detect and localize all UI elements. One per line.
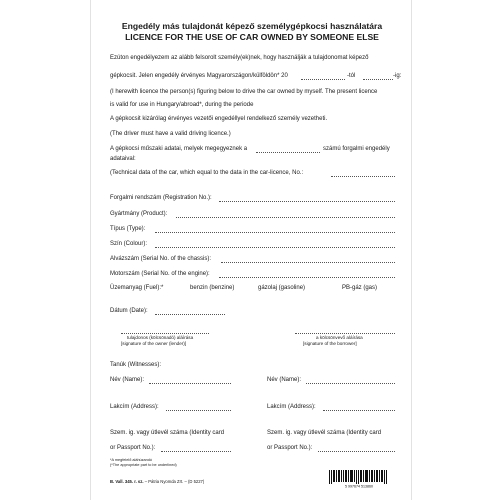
- intro-line-2b: -tól: [347, 73, 356, 79]
- witness2-passport-label-1: Szem. ig. vagy útlevél száma (Identity card: [267, 430, 382, 436]
- borrower-signature-caption-en: [signature of the borrower]: [303, 341, 357, 346]
- fuel-lpg-option[interactable]: PB-gáz (gas): [342, 285, 378, 291]
- type-field[interactable]: [155, 232, 395, 233]
- form-sheet: [90, 0, 412, 500]
- intro-line-6: (The driver must have a valid driving licence.): [110, 131, 231, 137]
- car-licence-number-field[interactable]: [256, 152, 320, 153]
- intro-line-3: (I herewith licence the person(s) figuring below to drive the car owned by myself. The present licence: [110, 89, 378, 95]
- witness2-name-label: Név (Name):: [267, 377, 302, 383]
- intro-line-5: A gépkocsit kizárólag érvényes vezetői engedéllyel rendelkező személy vezetheti.: [110, 116, 328, 122]
- valid-to-field[interactable]: [363, 79, 393, 80]
- colour-label: Szín (Colour):: [110, 241, 148, 247]
- fuel-label: Üzemanyag (Fuel):*: [110, 285, 164, 291]
- witness1-passport-label-2: or Passport No.):: [110, 445, 156, 451]
- witness1-passport-label-1: Szem. ig. vagy útlevél száma (Identity card: [110, 430, 225, 436]
- witness2-address-field[interactable]: [323, 410, 395, 411]
- publisher: – Pátria Nyomda Zrt. – (D 5227): [144, 479, 205, 484]
- witness1-name-field[interactable]: [149, 383, 231, 384]
- witness2-passport-field[interactable]: [318, 451, 395, 452]
- borrower-signature-caption-hu: a kölcsönvevő aláírása: [316, 335, 363, 340]
- form-code: B. Vall. 345. r. sz.: [110, 479, 144, 484]
- owner-signature-line[interactable]: [121, 333, 209, 334]
- witness1-address-field[interactable]: [166, 410, 231, 411]
- footnote-en: (*The appropriate part to be underlined): [110, 463, 177, 467]
- intro-line-7b: számú forgalmi engedély: [323, 146, 390, 152]
- intro-line-2c: -ig:: [393, 73, 402, 79]
- engine-label: Motorszám (Serial No. of the engine):: [110, 271, 210, 277]
- witness1-passport-field[interactable]: [161, 451, 231, 452]
- intro-line-9: (Technical data of the car, which equal to the data in the car-licence, No.:: [110, 170, 304, 176]
- title-hungarian: Engedély más tulajdonát képező személygépkocsi használatára: [121, 21, 383, 31]
- fuel-petrol-option[interactable]: benzin (benzine): [190, 285, 235, 291]
- make-label: Gyártmány (Product):: [110, 211, 168, 217]
- witness1-address-label: Lakcím (Address):: [110, 404, 159, 410]
- intro-line-4: is valid for use in Hungary/abroad*, during the periode: [110, 102, 254, 108]
- chassis-field[interactable]: [221, 262, 395, 263]
- fuel-diesel-option[interactable]: gázolaj (gasoline): [258, 285, 306, 291]
- chassis-label: Alvázszám (Serial No. of the chassis):: [110, 256, 212, 262]
- witness1-name-label: Név (Name):: [110, 377, 145, 383]
- registration-field[interactable]: [219, 201, 395, 202]
- barcode-icon: [327, 470, 391, 488]
- witness2-passport-label-2: or Passport No.):: [267, 445, 313, 451]
- borrower-signature-line[interactable]: [295, 333, 395, 334]
- title-english: LICENCE FOR THE USE OF CAR OWNED BY SOMEONE ELSE: [125, 32, 379, 42]
- barcode-number: 5 997674 513860: [345, 484, 373, 488]
- owner-signature-caption-hu: tulajdonos (kölcsönadó) aláírása: [127, 335, 194, 340]
- date-field[interactable]: [155, 314, 225, 315]
- witness2-address-label: Lakcím (Address):: [267, 404, 316, 410]
- intro-line-7a: A gépkocsi műszaki adatai, melyek megegyeznek a: [110, 146, 248, 152]
- intro-line-1: Ezúton engedélyezem az alább felsorolt személy(ek)nek, hogy használják a tulajdonomat képező: [110, 55, 369, 61]
- intro-line-2a: gépkocsit. Jelen engedély érvényes Magyarországon/külföldön* 20: [110, 73, 288, 79]
- valid-from-field[interactable]: [301, 79, 345, 80]
- date-label: Dátum (Date):: [110, 308, 148, 314]
- engine-field[interactable]: [219, 277, 395, 278]
- car-licence-number-en-field[interactable]: [331, 176, 395, 177]
- owner-signature-caption-en: [signature of the owner (lender)]: [121, 341, 187, 346]
- witness2-name-field[interactable]: [306, 383, 395, 384]
- footnote-hu: *A megfelelő aláhúzandó: [110, 458, 153, 462]
- witnesses-heading: Tanúk (Witnesses):: [110, 362, 162, 368]
- colour-field[interactable]: [155, 247, 395, 248]
- footer: [110, 480, 204, 484]
- registration-label: Forgalmi rendszám (Registration No.):: [110, 195, 212, 201]
- make-field[interactable]: [176, 217, 395, 218]
- type-label: Típus (Type):: [110, 226, 146, 232]
- intro-line-8: adataival:: [110, 156, 136, 162]
